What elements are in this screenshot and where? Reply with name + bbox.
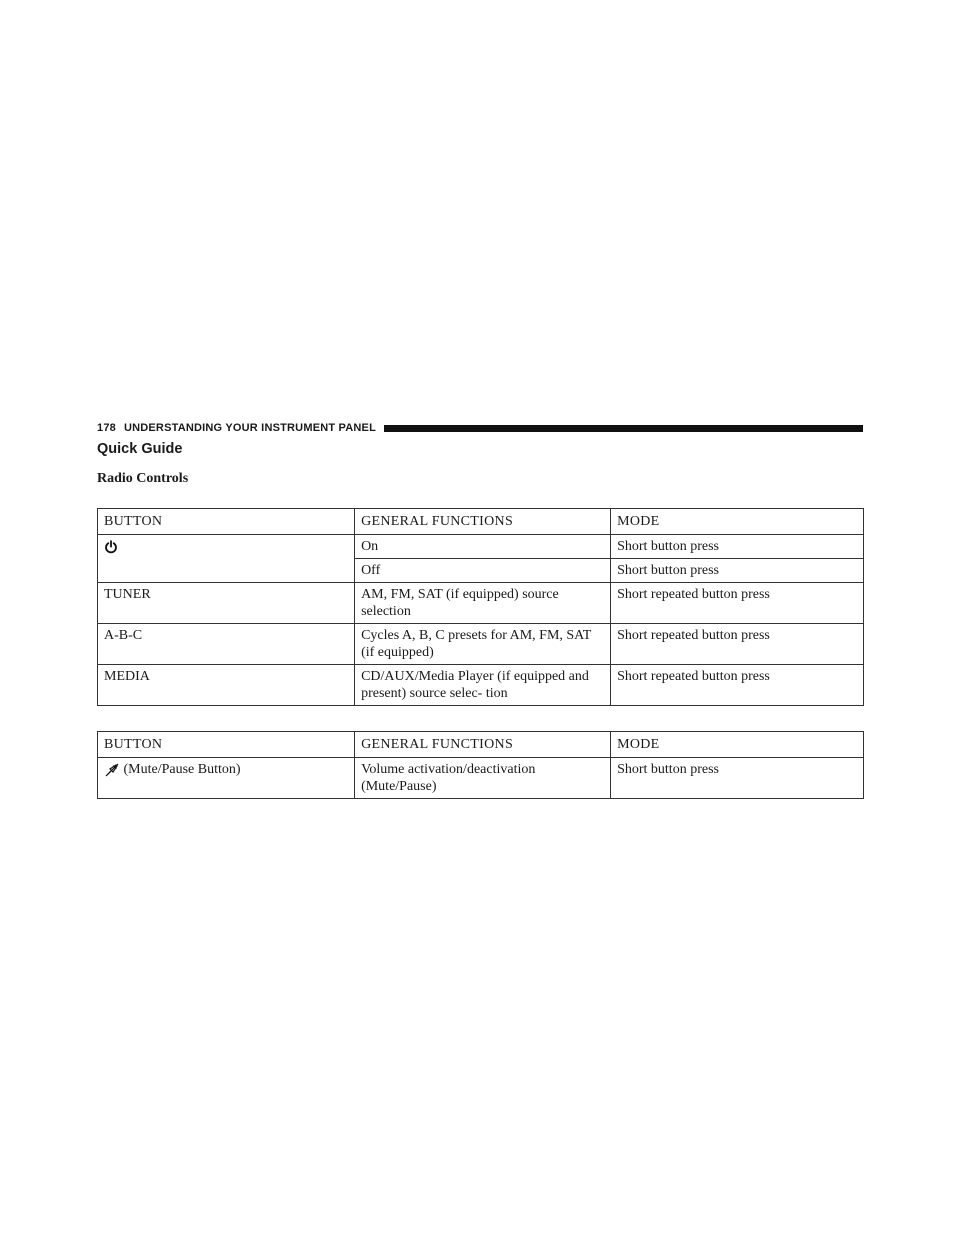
table-header-row [98, 732, 864, 758]
button-cell: TUNER [98, 583, 355, 624]
running-header [97, 420, 863, 436]
table-header-row [98, 509, 864, 535]
button-label: (Mute/Pause Button) [123, 762, 241, 777]
header-button: BUTTON [98, 732, 355, 758]
mute-icon [104, 762, 120, 778]
header-mode: MODE [611, 732, 864, 758]
power-icon [104, 540, 118, 554]
table-row [98, 583, 864, 624]
button-cell [98, 758, 355, 799]
mode-cell: Short repeated button press [611, 624, 864, 665]
function-cell: CD/AUX/Media Player (if equipped and present) source selec- tion [355, 665, 611, 706]
header-general-functions: GENERAL FUNCTIONS [355, 509, 611, 535]
button-cell: MEDIA [98, 665, 355, 706]
radio-controls-table [97, 508, 864, 706]
function-cell: Volume activation/deactivation (Mute/Pause) [355, 758, 611, 799]
function-cell: Off [355, 559, 611, 583]
table-row [98, 758, 864, 799]
mode-cell: Short repeated button press [611, 665, 864, 706]
mode-cell: Short button press [611, 559, 864, 583]
subsection-title: Radio Controls [97, 471, 189, 486]
page-number: 178 [97, 422, 116, 434]
header-button: BUTTON [98, 509, 355, 535]
function-cell: On [355, 535, 611, 559]
running-title: UNDERSTANDING YOUR INSTRUMENT PANEL [123, 422, 377, 434]
header-mode: MODE [611, 509, 864, 535]
header-general-functions: GENERAL FUNCTIONS [355, 732, 611, 758]
table-row [98, 535, 864, 559]
power-button-cell [98, 535, 355, 583]
mute-controls-table [97, 731, 864, 799]
function-cell: AM, FM, SAT (if equipped) source selection [355, 583, 611, 624]
mode-cell: Short repeated button press [611, 583, 864, 624]
section-title: Quick Guide [97, 441, 183, 457]
table-row [98, 665, 864, 706]
mode-cell: Short button press [611, 535, 864, 559]
header-rule [384, 425, 863, 432]
mode-cell: Short button press [611, 758, 864, 799]
function-cell: Cycles A, B, C presets for AM, FM, SAT (if equipped) [355, 624, 611, 665]
button-cell: A-B-C [98, 624, 355, 665]
table-row [98, 624, 864, 665]
